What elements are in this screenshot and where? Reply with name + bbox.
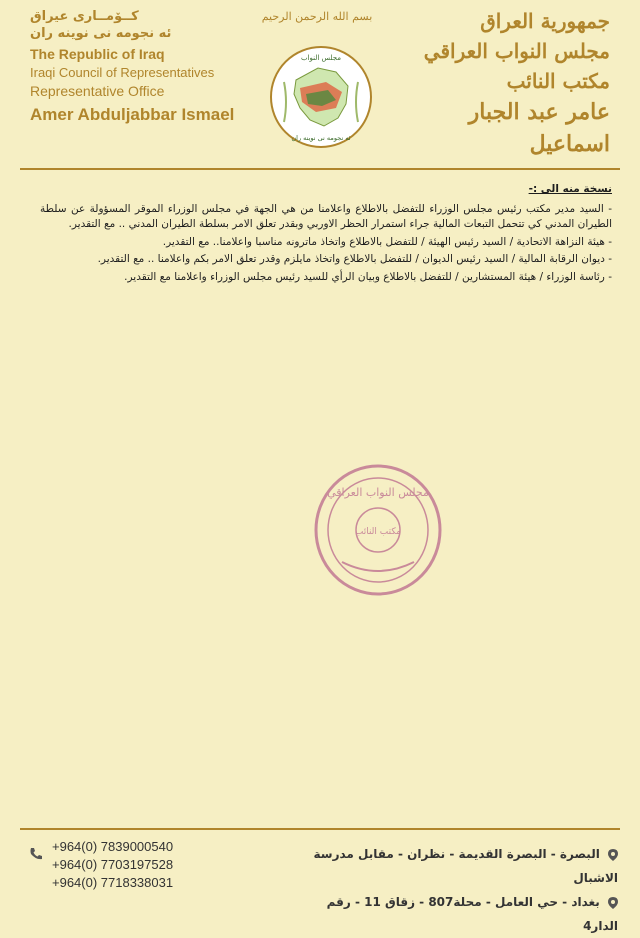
phone-icon xyxy=(28,846,44,862)
footer-divider xyxy=(20,828,620,830)
cc-heading: نسخة منه الى :- xyxy=(528,183,612,195)
cc-paragraph-audit: - ديوان الرقابة المالية / السيد رئيس الديوان / للتفضل بالاطلاع واتخاذ مايلزم وقدر تعلق الامر بكم واعلامنا .. مع التقدير. xyxy=(97,253,612,265)
logo-top-text: مجلس النواب xyxy=(300,54,342,62)
english-republic-title: The Republic of Iraq xyxy=(30,46,165,62)
council-logo xyxy=(266,42,376,152)
address-baghdad: بغداد - حي العامل - محلة807 - زقاق 11 - رقم الدار4 xyxy=(326,895,618,933)
address-baghdad-row xyxy=(288,890,618,938)
phone-number-3: +964(0) 7718338031 xyxy=(52,875,174,890)
phone-list xyxy=(52,838,212,892)
kurdish-council-title: ئه نجومه نى نوينه ران xyxy=(30,26,172,41)
english-representative-name: Amer Abduljabbar Ismael xyxy=(30,105,235,124)
stamp-inner-text: مكتب النائب xyxy=(354,527,402,537)
kurdish-republic-title: كــۆمــارى عيراق xyxy=(30,9,139,24)
header-left-block xyxy=(30,8,270,127)
address-basra-row xyxy=(288,842,618,890)
english-council-title: Iraqi Council of Representatives xyxy=(30,65,215,80)
phone-number-2: +964(0) 7703197528 xyxy=(52,857,174,872)
english-office-title: Representative Office xyxy=(30,83,165,99)
address-block xyxy=(288,842,618,938)
cc-paragraph-integrity: - هيئة النزاهة الاتحادية / السيد رئيس الهيئة / للتفضل بالاطلاع واتخاذ ماترونه مناسبا واعلامنا.. مع التقدير. xyxy=(162,235,612,248)
header-right-block xyxy=(410,6,610,160)
arabic-representative-name: عامر عبد الجبار اسماعيل xyxy=(468,99,610,157)
letter-body xyxy=(40,182,612,287)
phone-number-1: +964(0) 7839000540 xyxy=(52,839,174,854)
stamp-outer-text: مجلس النواب العراقي xyxy=(327,486,429,499)
location-pin-icon xyxy=(608,849,618,861)
official-stamp xyxy=(312,462,444,598)
bismillah-calligraphy: بسم الله الرحمن الرحيم xyxy=(261,10,373,23)
arabic-council-title: مجلس النواب العراقي xyxy=(423,39,610,63)
cc-paragraph-pm-office: - السيد مدير مكتب رئيس مجلس الوزراء للتفضل بالاطلاع واعلامنا من هي الجهة في مجلس الوزراء الموقر المسؤولة عن سلطة الطيران المدني كي تتحمل التبعات المالية جراء استمرار الحظر الاوربي وبقدر تعلق الامر بسلطة الطيران المدني .. مع التقدير. xyxy=(40,202,612,230)
address-basra: البصرة - البصرة القديمة - نظران - مقابل مدرسة الاشبال xyxy=(313,847,618,885)
arabic-office-title: مكتب النائب xyxy=(506,69,610,93)
cc-paragraph-advisors: - رئاسة الوزراء / هيئة المستشارين / للتفضل بالاطلاع وبيان الرأي للسيد رئيس مجلس الوزراء واعلامنا مع التقدير. xyxy=(124,270,612,283)
logo-bottom-text: ئه نجومه نى نوينه ران xyxy=(291,134,351,142)
arabic-republic-title: جمهورية العراق xyxy=(480,9,610,33)
location-pin-icon xyxy=(608,897,618,909)
header-divider xyxy=(20,168,620,170)
